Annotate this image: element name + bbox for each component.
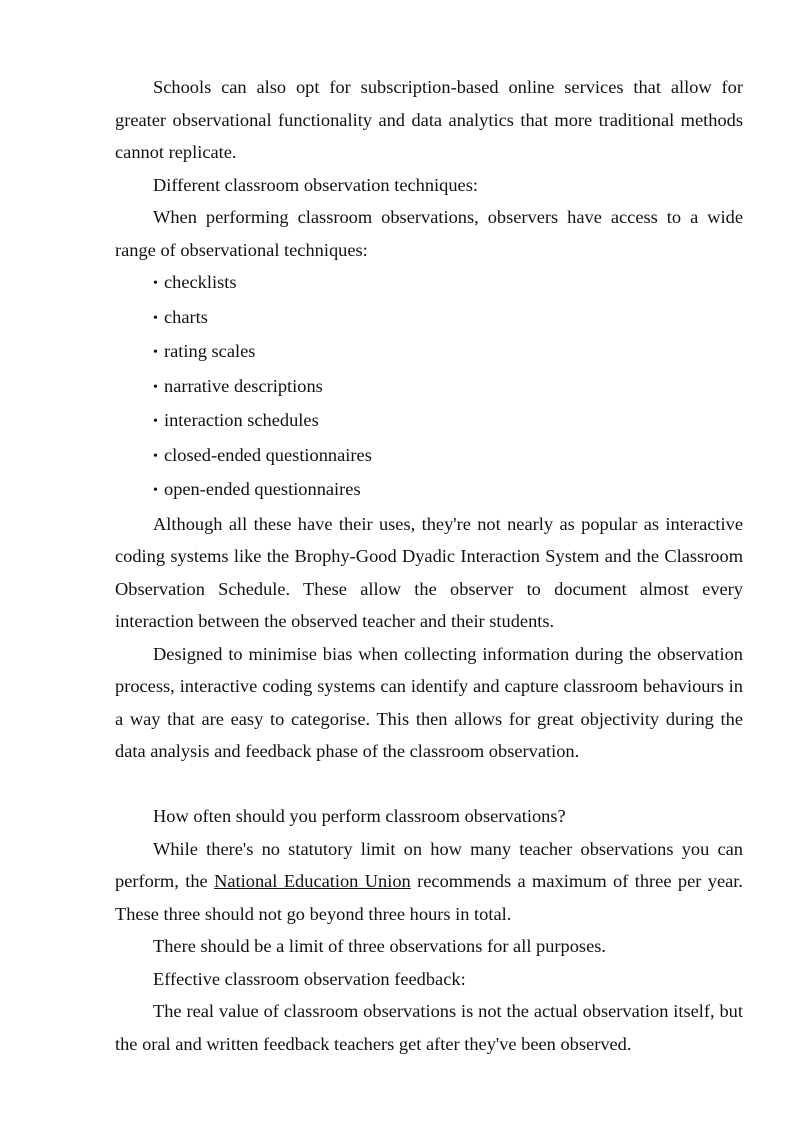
bullet-icon: •: [153, 276, 158, 291]
techniques-list: [115, 266, 743, 508]
paragraph-statutory-limit: [115, 833, 743, 931]
list-item: [153, 266, 743, 301]
list-item-label: rating scales: [164, 341, 256, 361]
paragraph-text: While there's no statutory limit on how many teacher observations you can perform, the: [115, 838, 743, 891]
list-item: [153, 473, 743, 508]
paragraph-observation-limit: There should be a limit of three observations for all purposes.: [153, 936, 607, 956]
paragraph-online-services: Schools can also opt for subscription-based online services that allow for greater observational functionality and data analytics that more traditional methods cannot replicate.: [115, 77, 743, 162]
national-education-union-link[interactable]: National Education Union: [214, 871, 411, 891]
bullet-icon: •: [153, 310, 158, 326]
bullet-icon: •: [153, 345, 158, 360]
paragraph-interactive-coding: Although all these have their uses, they're not nearly as popular as interactive coding systems like the Brophy-Good Dyadic Interaction System and the Classroom Observation Schedule. These allow the observer to document almost every interaction between the observed teacher and their students.: [115, 513, 743, 631]
list-item: [153, 335, 743, 370]
blank-line: [115, 768, 743, 801]
paragraph-techniques-intro: When performing classroom observations, observers have access to a wide range of observational techniques:: [115, 207, 743, 260]
list-item: [153, 370, 743, 405]
heading-observation-frequency: How often should you perform classroom observations?: [153, 806, 566, 826]
paragraph-feedback-value: The real value of classroom observations is not the actual observation itself, but the oral and written feedback teachers get after they've been observed.: [115, 1001, 743, 1054]
list-item-label: interaction schedules: [164, 410, 319, 430]
document-page: [115, 71, 743, 1060]
list-item-label: charts: [164, 306, 208, 327]
list-item-label: closed-ended questionnaires: [164, 444, 372, 465]
heading-observation-techniques: Different classroom observation techniques:: [153, 174, 478, 195]
list-item: [153, 404, 743, 439]
paragraph-text: recommends a maximum of three per year. These three should not go beyond three hours in total.: [115, 871, 743, 924]
list-item-label: open-ended questionnaires: [164, 479, 361, 499]
bullet-icon: •: [153, 448, 158, 464]
list-item-label: narrative descriptions: [164, 375, 323, 396]
paragraph-minimise-bias: Designed to minimise bias when collecting information during the observation process, interactive coding systems can identify and capture classroom behaviours in a way that are easy to categorise. This then allows for great objectivity during the data analysis and feedback phase of the classroom observation.: [115, 643, 743, 761]
bullet-icon: •: [153, 483, 158, 498]
heading-observation-feedback: Effective classroom observation feedback:: [153, 968, 466, 989]
bullet-icon: •: [153, 379, 158, 395]
list-item: [153, 301, 743, 336]
bullet-icon: •: [153, 414, 158, 429]
list-item: [153, 439, 743, 474]
list-item-label: checklists: [164, 272, 237, 292]
